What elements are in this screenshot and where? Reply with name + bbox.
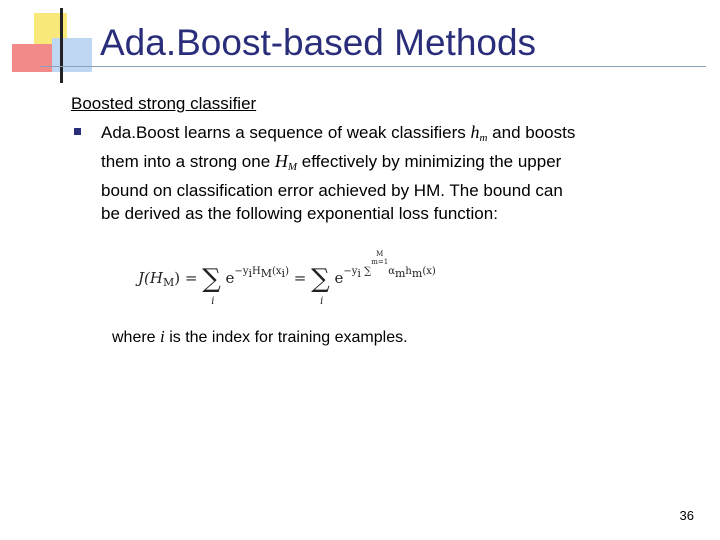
decor-vertical-line <box>60 8 63 83</box>
title-underline <box>40 66 706 67</box>
bullet-line-4: be derived as the following exponential loss function: <box>101 204 498 223</box>
bullet-line-2: them into a strong one $H_M$ effectively by minimizing the upper <box>101 151 562 173</box>
page-number: 36 <box>679 508 694 523</box>
bullet-paragraph <box>101 121 671 225</box>
sum-symbol-2: ∑ i <box>311 264 330 307</box>
slide-title: Ada.Boost-based Methods <box>100 22 537 63</box>
loss-formula: $J(H_M)$ = ∑ i $e^{-y_iH_M(x_i)}$ = ∑ i $e^{-y_i \sum M m=1\alpha_mh_m(x)}$ <box>138 250 436 307</box>
bullet-line-3: bound on classification error achieved by HM. The bound can <box>101 181 563 200</box>
bullet-line-1: Ada.Boost learns a sequence of weak classifiers $h_m$ and boosts <box>101 122 576 144</box>
var-hm: $h_m$ <box>470 122 488 144</box>
bullet-square-icon <box>74 128 81 135</box>
section-heading: Boosted strong classifier <box>71 94 257 113</box>
var-HM: $H_M$ <box>274 151 298 173</box>
where-note: where i is the index for training examples. <box>112 327 408 346</box>
sum-symbol: ∑ i <box>202 264 221 307</box>
